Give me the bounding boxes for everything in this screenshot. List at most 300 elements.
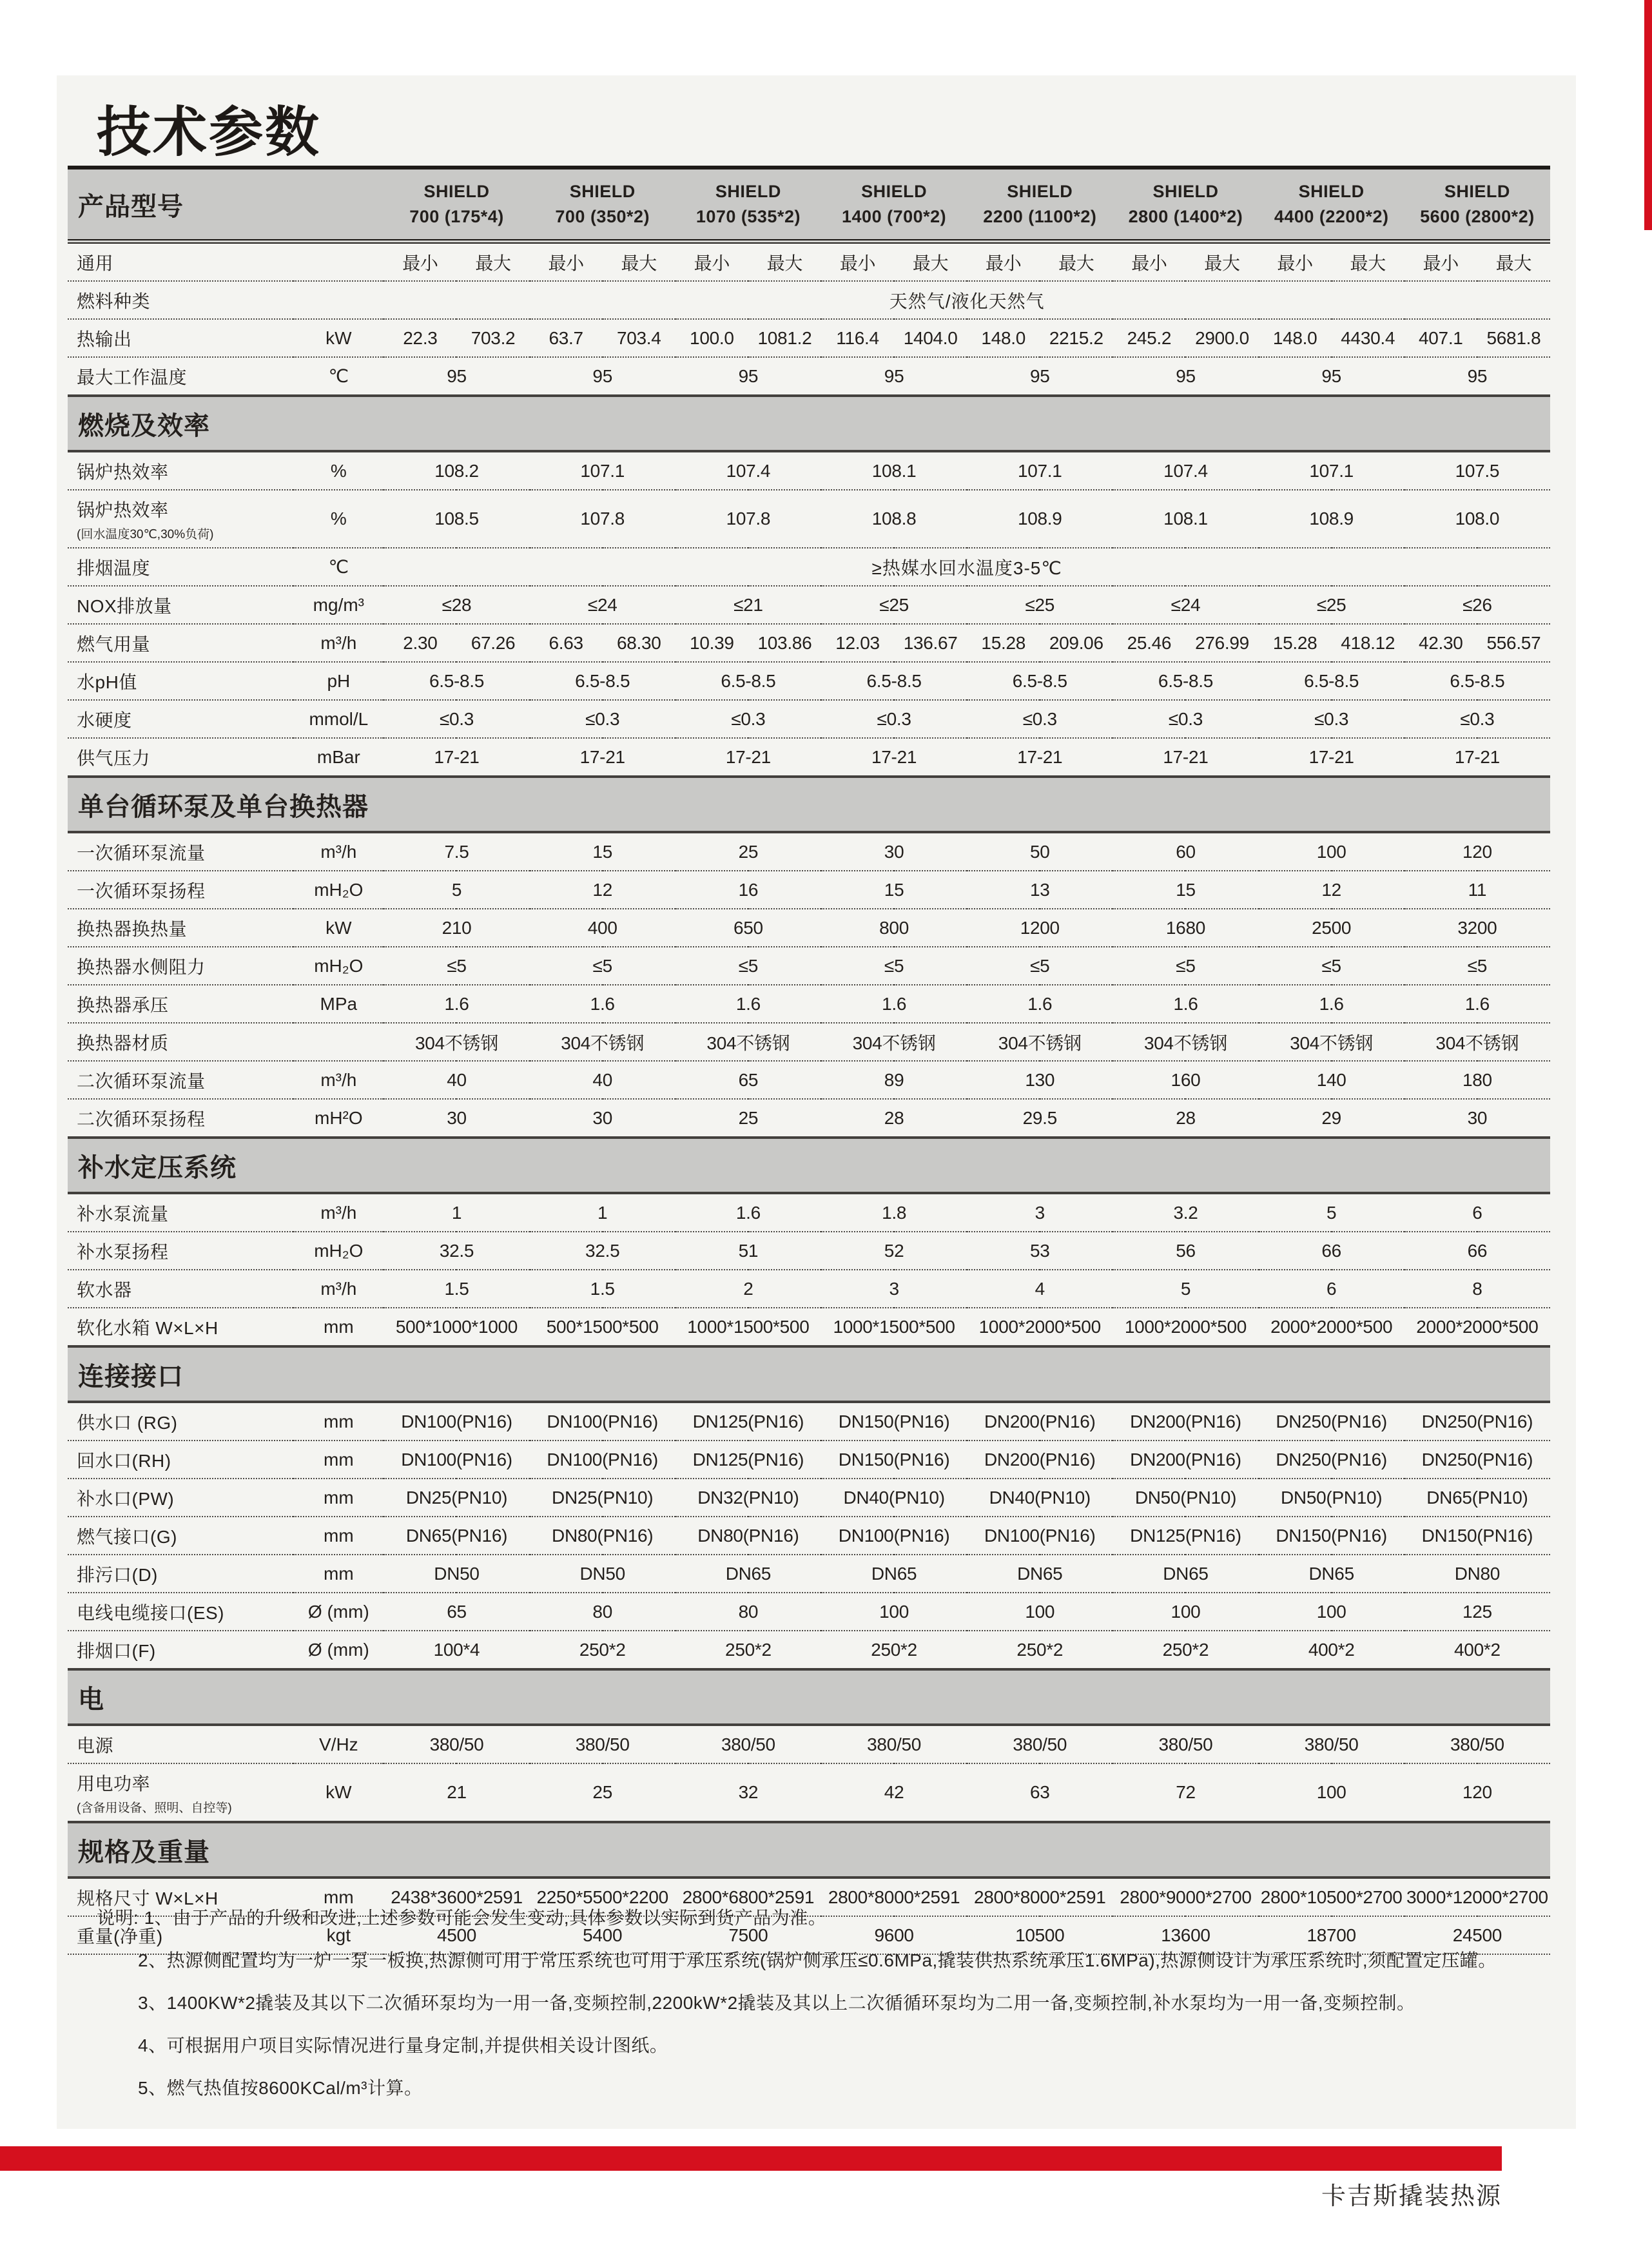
param-label: 规格尺寸 W×L×H — [68, 1878, 293, 1916]
note-line: 2、热源侧配置均为一炉一泵一板换,热源侧可用于常压系统也可用于承压系统(锅炉侧承压≤0.6MPa,撬装供热系统承压1.6MPa),热源侧设计为承压系统时,须配置定压罐。 — [138, 1950, 1497, 1970]
value-cell: 1 — [530, 1193, 675, 1232]
value-cell: ≤0.3 — [384, 700, 529, 738]
value-cell: 100 — [821, 1593, 967, 1631]
table-row — [68, 1193, 1550, 1232]
value-cell: 304不锈钢 — [530, 1023, 675, 1061]
spec-table — [68, 166, 1550, 1955]
model-spec: 700 (350*2) — [555, 207, 650, 226]
value-cell: 15 — [1113, 871, 1258, 909]
param-label: 锅炉热效率 — [68, 451, 293, 490]
value-cell: 7500 — [675, 1916, 821, 1954]
table-row — [68, 1270, 1550, 1308]
unit-cell: mm — [293, 1308, 384, 1346]
value-cell: DN125(PN16) — [675, 1402, 821, 1441]
value-cell: 29 — [1259, 1099, 1404, 1138]
unit-cell: mH₂O — [293, 871, 384, 909]
unit-cell: mm — [293, 1555, 384, 1593]
value-cell: 29.5 — [967, 1099, 1113, 1138]
value-cell: DN65 — [967, 1555, 1113, 1593]
max-header-cell: 最大 — [1040, 242, 1113, 282]
section-band-label: 连接接口 — [68, 1346, 1550, 1402]
value-cell: 800 — [821, 909, 967, 947]
value-cell: 95 — [530, 357, 675, 396]
value-cell: ≤0.3 — [1404, 700, 1550, 738]
value-cell: DN125(PN16) — [675, 1441, 821, 1479]
value-cell: 12 — [530, 871, 675, 909]
unit-cell: Ø (mm) — [293, 1593, 384, 1631]
model-brand: SHIELD — [423, 181, 490, 201]
table-row — [68, 871, 1550, 909]
value-cell: 380/50 — [530, 1725, 675, 1763]
value-cell: DN150(PN16) — [821, 1402, 967, 1441]
value-cell: 1.6 — [384, 985, 529, 1023]
value-cell: DN100(PN16) — [967, 1517, 1113, 1555]
max-value-cell: 2215.2 — [1040, 319, 1113, 357]
value-cell: 6.5-8.5 — [1404, 662, 1550, 700]
value-cell: 2800*6800*2591 — [675, 1878, 821, 1916]
value-cell: ≤28 — [384, 586, 529, 624]
param-label: 重量(净重) — [68, 1916, 293, 1954]
unit-cell: MPa — [293, 985, 384, 1023]
value-cell: 6.5-8.5 — [1259, 662, 1404, 700]
value-cell: 17-21 — [1259, 738, 1404, 777]
value-cell: 400*2 — [1259, 1631, 1404, 1669]
value-cell: 250*2 — [821, 1631, 967, 1669]
value-cell: ≤5 — [675, 947, 821, 985]
max-value-cell: 703.2 — [456, 319, 529, 357]
note-line — [97, 1908, 1553, 1928]
value-cell: 1.6 — [530, 985, 675, 1023]
value-cell: ≤24 — [530, 586, 675, 624]
table-row — [68, 1725, 1550, 1763]
value-cell: 80 — [530, 1593, 675, 1631]
value-cell: DN80(PN16) — [530, 1517, 675, 1555]
value-cell: DN25(PN10) — [384, 1479, 529, 1517]
value-cell: 2250*5500*2200 — [530, 1878, 675, 1916]
value-cell: 3200 — [1404, 909, 1550, 947]
value-cell: 72 — [1113, 1763, 1258, 1822]
value-cell: 17-21 — [1404, 738, 1550, 777]
model-brand: SHIELD — [1444, 181, 1510, 201]
unit-cell — [293, 281, 384, 319]
value-cell: 3 — [967, 1193, 1113, 1232]
value-cell: 1.6 — [1113, 985, 1258, 1023]
unit-cell: Ø (mm) — [293, 1631, 384, 1669]
value-cell: 50 — [967, 832, 1113, 871]
value-cell: 107.4 — [675, 451, 821, 490]
value-cell: 100*4 — [384, 1631, 529, 1669]
value-cell: DN40(PN10) — [967, 1479, 1113, 1517]
value-cell: 107.1 — [1259, 451, 1404, 490]
unit-cell: m³/h — [293, 1061, 384, 1099]
value-cell: 18700 — [1259, 1916, 1404, 1954]
max-value-cell: 209.06 — [1040, 624, 1113, 662]
table-row — [68, 1232, 1550, 1270]
value-cell: 250*2 — [1113, 1631, 1258, 1669]
param-label: 燃气用量 — [68, 624, 293, 662]
table-row — [68, 357, 1550, 396]
min-value-cell: 63.7 — [530, 319, 603, 357]
table-row — [68, 1555, 1550, 1593]
value-cell: DN150(PN16) — [1404, 1517, 1550, 1555]
value-cell: 13 — [967, 871, 1113, 909]
value-cell: 1.6 — [675, 1193, 821, 1232]
value-cell: 2000*2000*500 — [1259, 1308, 1404, 1346]
value-cell: 400 — [530, 909, 675, 947]
param-label: 供气压力 — [68, 738, 293, 777]
model-column-header — [821, 168, 967, 242]
max-value-cell: 5681.8 — [1477, 319, 1550, 357]
table-row — [68, 909, 1550, 947]
value-cell: 17-21 — [967, 738, 1113, 777]
model-spec: 4400 (2200*2) — [1274, 207, 1389, 226]
value-cell: 3000*12000*2700 — [1404, 1878, 1550, 1916]
value-cell: DN250(PN16) — [1404, 1402, 1550, 1441]
table-row — [68, 1402, 1550, 1441]
value-cell: DN200(PN16) — [967, 1402, 1113, 1441]
value-cell: DN25(PN10) — [530, 1479, 675, 1517]
value-cell: 108.9 — [1259, 490, 1404, 548]
value-cell: 140 — [1259, 1061, 1404, 1099]
model-brand: SHIELD — [1152, 181, 1219, 201]
unit-cell: mm — [293, 1517, 384, 1555]
min-value-cell: 100.0 — [675, 319, 748, 357]
value-cell: ≤5 — [1404, 947, 1550, 985]
value-cell: DN100(PN16) — [821, 1517, 967, 1555]
value-cell: 400*2 — [1404, 1631, 1550, 1669]
value-cell: 108.2 — [384, 451, 529, 490]
value-cell: 1.6 — [821, 985, 967, 1023]
value-cell: DN65 — [1259, 1555, 1404, 1593]
value-cell: 304不锈钢 — [821, 1023, 967, 1061]
unit-cell: kW — [293, 319, 384, 357]
span-value-cell: 天然气/液化天然气 — [384, 281, 1550, 319]
unit-cell: % — [293, 451, 384, 490]
min-value-cell: 22.3 — [384, 319, 456, 357]
value-cell: 60 — [1113, 832, 1258, 871]
table-row — [68, 1308, 1550, 1346]
value-cell: DN65(PN10) — [1404, 1479, 1550, 1517]
value-cell: ≤24 — [1113, 586, 1258, 624]
value-cell: 108.1 — [1113, 490, 1258, 548]
value-cell: DN80 — [1404, 1555, 1550, 1593]
value-cell: 5 — [1113, 1270, 1258, 1308]
value-cell: ≤5 — [384, 947, 529, 985]
model-brand: SHIELD — [1007, 181, 1073, 201]
table-row — [68, 662, 1550, 700]
value-cell: 66 — [1259, 1232, 1404, 1270]
model-column-header — [530, 168, 675, 242]
param-label: 回水口(RH) — [68, 1441, 293, 1479]
min-header-cell: 最小 — [967, 242, 1040, 282]
max-value-cell: 68.30 — [603, 624, 675, 662]
table-row — [68, 1517, 1550, 1555]
param-label: 供水口 (RG) — [68, 1402, 293, 1441]
model-column-header — [1259, 168, 1404, 242]
table-row — [68, 624, 1550, 662]
min-value-cell: 42.30 — [1404, 624, 1477, 662]
value-cell: 108.1 — [821, 451, 967, 490]
min-value-cell: 12.03 — [821, 624, 894, 662]
table-row — [68, 1631, 1550, 1669]
table-row — [68, 738, 1550, 777]
param-label: 排烟温度 — [68, 548, 293, 586]
model-spec: 2200 (1100*2) — [983, 207, 1097, 226]
model-brand: SHIELD — [715, 181, 781, 201]
value-cell: 304不锈钢 — [1404, 1023, 1550, 1061]
value-cell: ≤25 — [821, 586, 967, 624]
param-label: NOX排放量 — [68, 586, 293, 624]
min-value-cell: 148.0 — [967, 319, 1040, 357]
unit-cell — [293, 1023, 384, 1061]
min-header-cell: 最小 — [821, 242, 894, 282]
min-header-cell: 最小 — [1259, 242, 1332, 282]
value-cell: 17-21 — [384, 738, 529, 777]
span-value-cell: ≥热媒水回水温度3-5℃ — [384, 548, 1550, 586]
table-row — [68, 1763, 1550, 1822]
param-label: 补水口(PW) — [68, 1479, 293, 1517]
param-label: 通用 — [68, 242, 293, 282]
section-band-label: 补水定压系统 — [68, 1138, 1550, 1193]
value-cell: ≤5 — [821, 947, 967, 985]
value-cell: 304不锈钢 — [1113, 1023, 1258, 1061]
value-cell: 1.5 — [384, 1270, 529, 1308]
min-value-cell: 10.39 — [675, 624, 748, 662]
param-label: 补水泵扬程 — [68, 1232, 293, 1270]
notes-prefix: 说明: — [97, 1908, 144, 1928]
value-cell: 9600 — [821, 1916, 967, 1954]
unit-cell: mm — [293, 1878, 384, 1916]
model-column-header — [1113, 168, 1258, 242]
param-label: 用电功率 (含备用设备、照明、自控等) — [68, 1763, 293, 1822]
value-cell: 108.5 — [384, 490, 529, 548]
value-cell: ≤0.3 — [675, 700, 821, 738]
max-value-cell: 556.57 — [1477, 624, 1550, 662]
brand-footer: 卡吉斯撬装热源 — [1321, 2183, 1502, 2210]
value-cell: 3.2 — [1113, 1193, 1258, 1232]
value-cell: 108.0 — [1404, 490, 1550, 548]
value-cell: 1.8 — [821, 1193, 967, 1232]
unit-cell: pH — [293, 662, 384, 700]
param-label: 燃料种类 — [68, 281, 293, 319]
value-cell: 1.5 — [530, 1270, 675, 1308]
value-cell: 120 — [1404, 832, 1550, 871]
param-sublabel: (回水温度30℃,30%负荷) — [77, 527, 214, 541]
table-row — [68, 281, 1550, 319]
value-cell: 65 — [675, 1061, 821, 1099]
value-cell: 1.6 — [1259, 985, 1404, 1023]
value-cell: 7.5 — [384, 832, 529, 871]
value-cell: 500*1000*1000 — [384, 1308, 529, 1346]
value-cell: 108.9 — [967, 490, 1113, 548]
min-header-cell: 最小 — [675, 242, 748, 282]
value-cell: DN150(PN16) — [1259, 1517, 1404, 1555]
unit-cell: m³/h — [293, 832, 384, 871]
value-cell: 42 — [821, 1763, 967, 1822]
model-brand: SHIELD — [861, 181, 928, 201]
notes — [97, 1908, 1553, 2120]
param-label: 一次循环泵扬程 — [68, 871, 293, 909]
value-cell: 8 — [1404, 1270, 1550, 1308]
value-cell: DN32(PN10) — [675, 1479, 821, 1517]
value-cell: DN200(PN16) — [1113, 1402, 1258, 1441]
value-cell: ≤5 — [530, 947, 675, 985]
value-cell: 95 — [1259, 357, 1404, 396]
value-cell: 107.4 — [1113, 451, 1258, 490]
min-value-cell: 15.28 — [1259, 624, 1332, 662]
value-cell: 1200 — [967, 909, 1113, 947]
value-cell: 11 — [1404, 871, 1550, 909]
value-cell: 100 — [1259, 1763, 1404, 1822]
param-label: 水硬度 — [68, 700, 293, 738]
value-cell: ≤0.3 — [967, 700, 1113, 738]
value-cell: 1.6 — [675, 985, 821, 1023]
page-title: 技术参数 — [97, 102, 322, 162]
value-cell: 24500 — [1404, 1916, 1550, 1954]
value-cell: 380/50 — [1113, 1725, 1258, 1763]
edge-red-stripe — [1644, 0, 1652, 230]
param-label: 二次循环泵流量 — [68, 1061, 293, 1099]
value-cell: 107.8 — [530, 490, 675, 548]
value-cell: 17-21 — [530, 738, 675, 777]
model-spec: 5600 (2800*2) — [1420, 207, 1535, 226]
unit-cell: mg/m³ — [293, 586, 384, 624]
value-cell: ≤5 — [1113, 947, 1258, 985]
param-label: 锅炉热效率 (回水温度30℃,30%负荷) — [68, 490, 293, 548]
value-cell: 32.5 — [530, 1232, 675, 1270]
value-cell: 51 — [675, 1232, 821, 1270]
value-cell: 1680 — [1113, 909, 1258, 947]
table-header-row — [68, 168, 1550, 242]
value-cell: 2800*9000*2700 — [1113, 1878, 1258, 1916]
value-cell: 380/50 — [1404, 1725, 1550, 1763]
min-value-cell: 245.2 — [1113, 319, 1185, 357]
min-header-cell: 最小 — [1113, 242, 1185, 282]
max-header-cell: 最大 — [894, 242, 967, 282]
value-cell: 650 — [675, 909, 821, 947]
value-cell: 1.6 — [1404, 985, 1550, 1023]
value-cell: DN250(PN16) — [1259, 1441, 1404, 1479]
section-band-label: 单台循环泵及单台换热器 — [68, 777, 1550, 832]
note-text: 1、由于产品的升级和改进,上述参数可能会发生变动,具体参数以实际到货产品为准。 — [144, 1908, 827, 1928]
value-cell: 1000*2000*500 — [1113, 1308, 1258, 1346]
param-label: 排烟口(F) — [68, 1631, 293, 1669]
value-cell: 32 — [675, 1763, 821, 1822]
min-value-cell: 6.63 — [530, 624, 603, 662]
max-header-cell: 最大 — [1477, 242, 1550, 282]
value-cell: 13600 — [1113, 1916, 1258, 1954]
value-cell: 500*1500*500 — [530, 1308, 675, 1346]
model-brand: SHIELD — [1298, 181, 1365, 201]
param-label: 软水器 — [68, 1270, 293, 1308]
value-cell: DN80(PN16) — [675, 1517, 821, 1555]
max-value-cell: 67.26 — [456, 624, 529, 662]
table-row — [68, 548, 1550, 586]
value-cell: ≤0.3 — [1259, 700, 1404, 738]
value-cell: ≤25 — [1259, 586, 1404, 624]
value-cell: 1000*2000*500 — [967, 1308, 1113, 1346]
value-cell: DN250(PN16) — [1259, 1402, 1404, 1441]
value-cell: 4 — [967, 1270, 1113, 1308]
value-cell: 6.5-8.5 — [530, 662, 675, 700]
value-cell: 380/50 — [675, 1725, 821, 1763]
param-label: 换热器换热量 — [68, 909, 293, 947]
value-cell: 95 — [384, 357, 529, 396]
min-value-cell: 407.1 — [1404, 319, 1477, 357]
table-row — [68, 947, 1550, 985]
value-cell: 6.5-8.5 — [675, 662, 821, 700]
value-cell: ≤21 — [675, 586, 821, 624]
value-cell: 12 — [1259, 871, 1404, 909]
note-line: 5、燃气热值按8600KCal/m³计算。 — [138, 2078, 423, 2098]
value-cell: DN65 — [1113, 1555, 1258, 1593]
unit-cell: mH²O — [293, 1099, 384, 1138]
param-label: 燃气接口(G) — [68, 1517, 293, 1555]
value-cell: 95 — [1113, 357, 1258, 396]
value-cell: 17-21 — [1113, 738, 1258, 777]
table-row — [68, 700, 1550, 738]
table-row — [68, 451, 1550, 490]
value-cell: 6.5-8.5 — [384, 662, 529, 700]
max-value-cell: 1081.2 — [748, 319, 821, 357]
unit-cell — [293, 242, 384, 282]
value-cell: 107.8 — [675, 490, 821, 548]
value-cell: 95 — [1404, 357, 1550, 396]
value-cell: DN125(PN16) — [1113, 1517, 1258, 1555]
model-spec: 1400 (700*2) — [842, 207, 947, 226]
value-cell: 17-21 — [675, 738, 821, 777]
value-cell: 56 — [1113, 1232, 1258, 1270]
unit-cell: mm — [293, 1441, 384, 1479]
value-cell: 380/50 — [821, 1725, 967, 1763]
min-value-cell: 15.28 — [967, 624, 1040, 662]
max-header-cell: 最大 — [748, 242, 821, 282]
value-cell: 89 — [821, 1061, 967, 1099]
value-cell: 63 — [967, 1763, 1113, 1822]
value-cell: 250*2 — [967, 1631, 1113, 1669]
table-row — [68, 1479, 1550, 1517]
min-header-cell: 最小 — [384, 242, 456, 282]
table-row — [68, 319, 1550, 357]
section-band-label: 规格及重量 — [68, 1822, 1550, 1878]
param-label: 换热器承压 — [68, 985, 293, 1023]
value-cell: DN50 — [530, 1555, 675, 1593]
value-cell: 107.5 — [1404, 451, 1550, 490]
section-band-label: 电 — [68, 1669, 1550, 1725]
value-cell: 1000*1500*500 — [675, 1308, 821, 1346]
value-cell: 2438*3600*2591 — [384, 1878, 529, 1916]
value-cell: 304不锈钢 — [967, 1023, 1113, 1061]
model-spec: 2800 (1400*2) — [1128, 207, 1243, 226]
value-cell: 2800*10500*2700 — [1259, 1878, 1404, 1916]
value-cell: 95 — [675, 357, 821, 396]
value-cell: 40 — [384, 1061, 529, 1099]
value-cell: ≤5 — [967, 947, 1113, 985]
value-cell: 380/50 — [1259, 1725, 1404, 1763]
value-cell: 107.1 — [530, 451, 675, 490]
value-cell: 32.5 — [384, 1232, 529, 1270]
model-spec: 1070 (535*2) — [695, 207, 801, 226]
model-column-header — [1404, 168, 1550, 242]
value-cell: DN65 — [821, 1555, 967, 1593]
value-cell: DN50(PN10) — [1113, 1479, 1258, 1517]
section-band — [68, 1822, 1550, 1878]
footer-red-bar — [0, 2146, 1502, 2171]
value-cell: 6 — [1259, 1270, 1404, 1308]
value-cell: 304不锈钢 — [675, 1023, 821, 1061]
value-cell: DN100(PN16) — [384, 1441, 529, 1479]
value-cell: 100 — [1113, 1593, 1258, 1631]
